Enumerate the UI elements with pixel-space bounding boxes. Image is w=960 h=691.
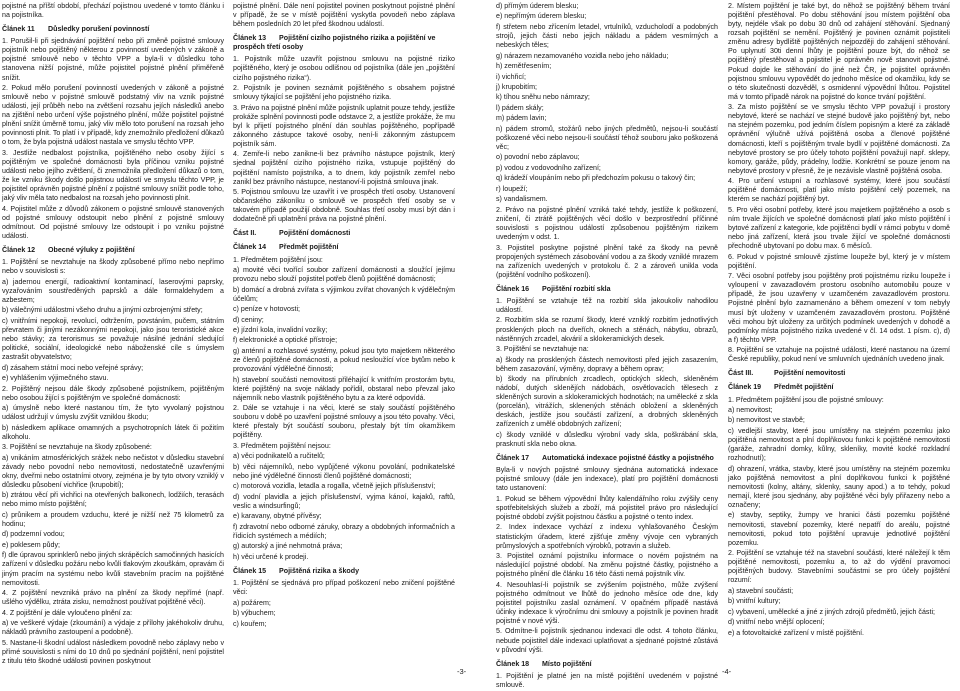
paragraph: a) movité věci tvořící soubor zařízení domácnosti a sloužící jejímu provozu nebo slouží pojistitel potřeb členů pojištěné domácnosti;	[233, 265, 455, 284]
paragraph: r) loupeží;	[496, 184, 528, 193]
paragraph: 4. Z pojištění je dále vyloučeno plnění za:	[2, 608, 133, 617]
paragraph: b) domácí a drobná zvířata s výjimkou zvířat chovaných k výdělečným účelům;	[233, 285, 455, 303]
paragraph: 3. Pojistitel poskytne pojistné plnění také za škody na pevně propojených systémech zásobování vodou a za škody vzniklé mrazem na zařízeních uvedených v protokolu č. 2 a zároveň unikla voda (pojištění vodního poškození).	[496, 243, 718, 279]
section-heading	[233, 34, 455, 52]
paragraph: 3. Za místo pojištění se ve smyslu těchto VPP považují i prostory nebytové, které se nachází ve stejné budově jako pojištěný byt, nebo na stejném pozemku, pod jedním číslem popisným a které za základě oprávnění výlučně užívá pojištěná osoba a členové pojištěné domácnosti, kteří s pojištěným trvale bydlí v pojištěné domácnosti. Za nebytové prostory se pro účely tohoto pojištění považují např. sklepy, komory, garáže, půdy, prádelny, lodžie. Konkrétní se pouze jenom na nebytové prostory v přesně, že je nezávisle vlastně pojištěná osoba.	[728, 103, 950, 175]
section-title: Předmět pojištění	[279, 243, 339, 252]
section-title: Automatická indexace pojistné částky a pojistného	[542, 454, 714, 463]
column-3	[496, 2, 718, 691]
paragraph: 4. Zemře-li nebo zanikne-li bez právního nástupce pojistník, který sjednal pojištění cizího pojistného rizika, vstupuje pojištěný do pojištění namísto pojistníka, a to dnem, kdy pojistník zemřel nebo zanikl bez právního nástupce, nestanoví-li pojistná smlouva jinak.	[233, 150, 455, 186]
paragraph: b) vnitřní kultury;	[728, 597, 781, 606]
paragraph: e) karavany, obytné přívěsy;	[233, 512, 322, 521]
paragraph: a) vnikáním atmosférických srážek nebo nečistot v důsledku stavební závady nebo povodní nebo nemovitosti, nedostatečně uzavřenými okny, dveřmi nebo ostatními otvory, zejména je by tyto otvory vzniklý v důsledku působení vichřice (krupobití);	[2, 453, 224, 489]
paragraph: e) a fotovoltaické zařízení v místě pojištění.	[728, 628, 865, 637]
section-title: Pojištění domácnosti	[279, 229, 351, 238]
paragraph: e) vyhlášením výjimečného stavu.	[2, 374, 109, 383]
section-number: Článek 16	[496, 284, 530, 293]
paragraph: g) autorský a jiné nehmotná práva;	[233, 542, 343, 551]
paragraph: c) vedlejší stavby, které jsou umístěny na stejném pozemku jako pojištěná nemovitost a plní doplňkovou funkci k pojištěné nemovitosti (garáže, zahradní domky, kůlny, skleníky, movité kocké rozkladní rozhodnutí);	[728, 426, 950, 463]
paragraph: 1. Pojištění je platné jen na místě pojištění uvedeném v pojistné smlouvě.	[496, 671, 718, 689]
section-number: Část III.	[728, 369, 754, 378]
paragraph: b) věci nájemníků, nebo vypůjčené výkonu povolání, podnikatelské nebo jiné výdělečné činnosti členů pojištěné domácnosti;	[233, 462, 455, 480]
paragraph: 1. Pojištění se nevztahuje na škody způsobené přímo nebo nepřímo nebo v souvislosti s:	[2, 258, 224, 276]
section-number: Článek 14	[233, 243, 267, 252]
paragraph: 2. Pokud mělo porušení povinností uvedených v zákoně a pojistné smlouvě nebo v pojistné smlouvě podstatný vliv na vznik pojistné události, její průběh nebo na zvětšení rozsahu jejích následků anebo na zjištění nebo určení výše pojistného plnění, může pojistitel pojistné plnění snížit úměrně tomu, jaký vliv mělo toto porušení na rozsah jeho povinnosti plnit. To platí i v případě, kdy znemožnilo předložení důkazů o tom, že byla pojistná událost nastala ve smyslu těchto VPP.	[2, 84, 224, 147]
paragraph: 7. Věci osobní potřeby jsou pojištěny proti pojistnému riziku loupeže i vyloupení v zavazadlovém prostoru osobního automobilu pouze v případě, že jsou uzavřeny v uzamčeném zavazadlovém prostoru. Pojistné plnění bylo zaznamenáno a během omezení v tom nebyly musí být uloženy v uzamčeném zavazadlovém prostoru. Pojištěné věci mohou být uloženy za určitých podmínek uvedených v dohodě a podmínky místa pojistného rizika uvedené v čl. 14 odst. 1 písm. c), d) a f) těchto VPP.	[728, 272, 950, 344]
section-heading	[233, 567, 455, 576]
paragraph: 2. Právo na pojistné plnění vzniká také tehdy, jestliže k poškození, zničení, či ztrátě pojištěných věcí došlo v bezprostřední příčinné souvislosti s pojistnou událostí způsobenou pojištěným rizikem uvedeným v odst. 1.	[496, 205, 718, 242]
paragraph: 5. Odmítne-li pojistník sjednanou indexaci dle odst. 4 tohoto článku, nebude pojistitel dále indexaci uplatňovat a sjednané pojistné zůstává v původní výši.	[496, 627, 718, 654]
paragraph: o) povodní nebo záplavou;	[496, 153, 580, 162]
paragraph: a) úmyslně nebo které nastanou tím, že tyto vyvolaný pojistnou událost udržují v úmyslu zvýšit vzniklou škodu;	[2, 404, 224, 422]
paragraph: 4. Pojistitel může z důvodů zákonem o pojistné smlouvě stanovených od pojistné smlouvy odstoupit nebo plnění z pojistné smlouvy odmítnout. Od pojistné smlouvy lze odstoupit i po vzniku pojistné události.	[2, 204, 224, 241]
paragraph: d) ceniny;	[233, 315, 264, 324]
paragraph: k) tíhou sněhu nebo námrazy;	[496, 93, 590, 102]
section-number: Článek 17	[496, 454, 530, 463]
paragraph: h) zemětřesením;	[496, 62, 552, 71]
section-number: Článek 12	[2, 246, 36, 255]
paragraph: 2. Pojištěný nejsou dále škody způsobené pojistníkem, pojištěným nebo osobou žijící s pojištěným ve společné domácnosti:	[2, 384, 224, 402]
paragraph: 3. Předmětem pojištění nejsou:	[233, 441, 331, 450]
section-number: Článek 13	[233, 34, 267, 43]
section-number: Článek 18	[496, 659, 530, 668]
paragraph: 8. Pojištění se vztahuje na pojistné události, které nastanou na území České republiky, pokud není ve smluvních ujednáních uvedeno jinak.	[728, 346, 950, 364]
paragraph: l) pádem skály;	[496, 103, 544, 112]
paragraph: 3. Jestliže nedbalost pojistníka, pojištěného nebo osoby žijící s pojištěným ve společné domácnosti byla příčinou vzniku pojistné události nebo jejího zvětšení, či znemožnila předložení důkazů o tom, že ke vzniku škody došlo pojistnou událostí ve smyslu těchto VPP, je pojistitel oprávněn pojistné plnění z pojistné smlouvy snížit podle toho, jaký vliv měla tato nedbalost na rozsah jeho povinnosti plnit.	[2, 148, 224, 203]
paragraph: a) požárem;	[233, 598, 271, 607]
paragraph: b) následkem aplikace omamných a psychotropních látek či požitím alkoholu.	[2, 423, 224, 441]
paragraph: i) vichřicí;	[496, 72, 526, 81]
paragraph: 2. Pojištění se vztahuje též na stavební součásti, které náležejí k těm pojištěné nemovitosti, pozemku a, to až do výdění pravomoci pojištěných budovy. Stavebními součástmi se pro účely pojištění rozumí:	[728, 549, 950, 585]
paragraph: f) střetem nebo zřícením letadel, vrtulníků, vzducholodí a podobných strojů, jejich části nebo jejich nákladu a pádem vesmírných a nebeských těles;	[496, 22, 718, 50]
section-heading	[496, 285, 718, 294]
paragraph: f) dle úpravou sprinklerů nebo jiných skrápěcích samočinných hasicích zařízení v důsledku požáru nebo kvůli tlakovým zkouškám, opravám či jiným pracím na systému nebo kvůli stavebním pracím na pojištěné nemovitosti.	[2, 551, 224, 587]
paragraph: 1. Pojistník může uzavřít pojistnou smlouvu na pojistné riziko pojištěného, který je osobou odlišnou od pojistníka (dále jen „pojištění cizího pojistného rizika“).	[233, 55, 455, 82]
paragraph: 1. Porušil-li při sjednávání pojištění nebo při změně pojistné smlouvy pojistník nebo pojištěný některou z povinností uvedených v zákoně a pojistné smlouvě nebo v těchto VPP a byla-li v důsledku toho stanovena nižší pojistné, může pojistitel pojistné plnění přiměřeně snížit.	[2, 37, 224, 82]
paragraph: e) stavby, septiky, žumpy ve hranici části pozemku pojištěné nemovitosti, stavební pozemky, které nepatří do areálu, pojistné nemovitosti, pokud toto pojištění upravuje jednotlivé pojištění pozemku.	[728, 511, 950, 547]
paragraph: 2. Rozbitím skla se rozumí škody, které vzniklý rozbitím jednotlivých prosklených ploch na dveřích, oknech a stěnách, nábytku, obrazů, nástěnných zrcadel, akvárií a sklokeramických desek.	[496, 316, 718, 343]
paragraph: c) škody vzniklé v důsledku výrobní vady skla, poškrábání skla, prasknutí skla nebo okna.	[496, 430, 718, 449]
paragraph: h) věci určené k prodeji.	[233, 552, 309, 561]
paragraph: f) elektronické a optické přístroje;	[233, 336, 338, 345]
section-heading	[2, 246, 224, 255]
section-heading	[728, 383, 950, 392]
paragraph: 4. Pro určení vstupní a rozhlasové systémy, které jsou součástí pojištěné domácnosti, platí jako místo pojištění celý pozemek, na kterém se nachází pojištěný byt.	[728, 177, 950, 204]
page-number-right: -4-	[722, 667, 732, 676]
paragraph: a) stavební součásti;	[728, 586, 794, 595]
paragraph: g) nárazem nezamovaného vozidla nebo jeho nákladu;	[496, 51, 669, 60]
paragraph: e) poklesem půdy;	[2, 540, 60, 549]
paragraph: 6. Pokud v pojistné smlouvě zjistíme loupeže byl, který je v místem pojištění.	[728, 252, 950, 270]
paragraph: g) anténní a rozhlasové systémy, pokud jsou tyto majetkem některého ze členů pojištěné domácnosti, a pokud nesloužící více bytům nebo k provozování výdělečné činnosti;	[233, 346, 455, 374]
paragraph: c) motorová vozidla, letadla a rogalla, včetně jejich příslušenství;	[233, 482, 436, 491]
paragraph: 3. Pojištění se nevztahuje na:	[496, 345, 589, 354]
paragraph: a) nemovitost;	[728, 406, 773, 415]
paragraph: b) výbuchem;	[233, 609, 276, 618]
paragraph: c) vybavení, umělecké a jiné z jiných zdrojů předmětů, jejich části;	[728, 607, 935, 616]
paragraph: 3. Pojištění se nevztahuje na škody způsobené:	[2, 443, 152, 452]
section-number: Článek 11	[2, 25, 35, 34]
paragraph: 1. Předmětem pojištění jsou:	[233, 255, 323, 264]
paragraph: 1. Pokud se během výpovědní lhůty kalendářního roku zvýšily ceny spotřebitelských služeb a zboží, má pojistitel právo pro následující pojistné období zvýšit pojistnou částku a pojistné o tento index.	[496, 494, 718, 521]
paragraph: pojistné plnění. Dále není pojistitel povinen poskytnout pojistné plnění v případě, že se v místě pojištění vyskytla povodeň nebo záplava během posledních 20 let před škodnou událostí.	[233, 2, 455, 29]
paragraph: b) ztrátou věcí při vichřici na otevřených balkonech, lodžiích, terasách nebo mimo místo pojištění;	[2, 491, 224, 509]
paragraph: 5. Pojistnou smlouvu lze uzavřít i ve prospěch třetí osoby. Ustanovení občanského zákoníku o smlouvě ve prospěch třetí osoby se v takovém případě použijí obdobně. Souhlas třetí osoby musí být dán i dodatečně při uplatnění práva na pojistné plnění.	[233, 188, 455, 224]
paragraph: h) stavební součásti nemovitosti přiléhající k vnitřním prostorám bytu, které pojištěný na svoje náklady pořídil, obstaral nebo převzal jako nájemník nebo vlastník pojištěného bytu a za které odpovídá.	[233, 375, 455, 402]
paragraph: d) vnitřní nebo vnější oplocení;	[728, 618, 825, 627]
section-title: Pojištěná rizika a škody	[279, 566, 360, 575]
paragraph: q) krádeží vloupáním nebo při předchozím pokusu o takový čin;	[496, 174, 696, 183]
section-title: Pojištění nemovitosti	[774, 369, 846, 378]
page-number-left: -3-	[457, 667, 467, 676]
paragraph: a) ve veškeré výdaje (zkoumání) a výdaje z přílohy jakéhokoliv druhu, nákladů právního zastoupení a podobně).	[2, 619, 224, 637]
paragraph: f) zdravotní nebo odborné záruky, obrazy a obdobných informačních a řídicích systémech a médiích;	[233, 522, 455, 540]
section-title: Předmět pojištění	[774, 383, 834, 392]
section-number: Část II.	[233, 229, 257, 238]
paragraph: c) vnitřními nepokoji, revolucí, odtržením, povstáním, pučem, státním převratem či jinými nezákonnými nepokoji, jako jsou teroristické akce nebo stávky; za terorismus se považuje násilné jednání sledující politické, sociální, ideologické nebo náboženské cíle s úmyslem zastrašit obyvatelstvo;	[2, 316, 224, 362]
paragraph: d) zásahem státní moci nebo veřejné správy;	[2, 363, 144, 372]
section-title: Obecné výluky z pojištění	[48, 246, 135, 255]
section-title: Důsledky porušení povinností	[48, 25, 150, 34]
paragraph: 5. Nastane-li škodní událost následkem povodně nebo záplavy nebo v přímé souvislosti s ními do 10 dnů po sjednání pojištění, není pojistitel z titulu této škodné události povinen poskytnout	[2, 638, 224, 665]
paragraph: e) nepřímým úderem blesku;	[496, 12, 587, 21]
section-number: Článek 19	[728, 383, 762, 392]
paragraph: b) válečnými událostmi všeho druhu a jinými ozbrojenými střety;	[2, 306, 203, 315]
paragraph: e) jízdní kola, invalidní vozíky;	[233, 326, 328, 335]
paragraph: c) průnikem a proudem vzduchu, které je nižší než 75 kilometrů za hodinu;	[2, 510, 224, 528]
section-heading	[496, 454, 718, 463]
paragraph: 2. Místem pojištění je také byt, do něhož se pojištěný během trvání pojištění přestěhoval. Po dobu stěhování jsou místem pojištění oba byty, nejdéle však po dobu 30 dnů od zahájení stěhování. Sjednaný rozsah pojištění se nemění. Pojištěný je povinen oznámit pojistiteli změnu adresy bydliště pojištěných nejpozději do zahájení stěhování. Po uplynutí 30ti denní lhůty je pojištění pouze být, do něhož se pojištěný přestěhoval a pojistitel je oprávněn nově stanovit pojistné. Pokud dojde ke stěhování do jiné než ČR, je pojistitel oprávněn pojistnou smlouvu vypovědět do jednoho měsíce od okamžiku, kdy se o této skutečnosti dozvěděl, s osmidenní výpovědní lhůtou. Pojistitel má v tomto případě nárok na pojistné do konce trvání pojištění.	[728, 2, 950, 101]
paragraph: 3. Právo na pojistné plnění může pojistník uplatnit pouze tehdy, jestliže prokáže splnění povinnosti podle odstavce 2, a jestliže prokáže, že mu byl k přijetí pojistného plnění dán souhlas pojištěného, popřípadě zákonného zástupce takové osoby, není-li zákonným zástupcem pojistník sám.	[233, 103, 455, 148]
paragraph: 2. Index indexace vychází z indexu vyhlašovaného Českým statistickým úřadem, které zjišťuje změny vývoje cen vybraných průmyslových a spotřebních výrobků, potravin a služeb.	[496, 523, 718, 550]
paragraph: 4. Nesouhlasí-li pojistník se zvýšením pojistného, může zvýšení pojistného odmítnout ve lhůtě do jednoho měsíce ode dne, kdy pojistitel pojistníku zaslal oznámení. V opačném případě nastává účinky indexace k výročnímu dni smlouvy a pojistník je povinen hradit pojistné v nové výši.	[496, 580, 718, 625]
section-heading	[233, 229, 455, 238]
paragraph: s) vandalismem.	[496, 195, 548, 204]
column-2	[233, 2, 455, 630]
paragraph: c) peníze v hotovosti;	[233, 305, 301, 314]
section-title: Pojištění cizího pojistného rizika a pojištění ve prospěch třetí osoby	[233, 34, 436, 52]
paragraph: 4. Z pojištění nevzniká právo na plnění za škody nepřímé (např. ušlého výdělku, ztráta zisku, nemožnost používat pojištěné věci).	[2, 589, 224, 607]
paragraph: pojistné na příští období, přechází pojistnou uvedené v tomto článku i na pojistníka.	[2, 2, 224, 20]
paragraph: m) pádem lavin;	[496, 114, 547, 123]
section-title: Pojištění rozbití skla	[542, 284, 611, 293]
section-number: Článek 15	[233, 566, 267, 575]
paragraph: 3. Pojistitel oznámí pojistníku informace o novém pojistném na následující pojistné období. Na změnu pojistné částky, pojistného a pojistného plnění dle článku 16 této části nemá pojistník vliv.	[496, 552, 718, 579]
paragraph: 5. Pro věci osobní potřeby, které jsou majetkem pojištěného a osob s ním trvale žijících ve společné domácnosti platí jako místo pojištění i bytové zařízení z kategorie, kde pojištěnci bydlí v rámci pobytu v domě nebo jiná zařízení, která jsou trvale žijící ve společné domácnosti přechodně ubytovaní po dobu max. 6 měsíců.	[728, 205, 950, 251]
paragraph: j) krupobitím;	[496, 82, 537, 91]
column-1	[2, 2, 224, 667]
paragraph: c) kouřem;	[233, 619, 267, 628]
paragraph: 1. Pojištění se sjednává pro případ poškození nebo zničení pojištěné věci:	[233, 579, 455, 597]
paragraph: d) vodní plavidla a jejich příslušenství, vyjma kánoí, kajaků, raftů, veslic a windsurfingů;	[233, 492, 455, 510]
paragraph: 1. Pojištění se vztahuje též na rozbití skla jakoukoliv nahodilou událostí.	[496, 296, 718, 314]
paragraph: d) podzemní vodou;	[2, 530, 65, 539]
section-heading	[728, 369, 950, 378]
paragraph: d) přímým úderem blesku;	[496, 2, 579, 10]
paragraph: a) věci podnikatelů a ručitelů;	[233, 452, 325, 461]
section-heading	[2, 25, 224, 34]
paragraph: 1. Předmětem pojištění jsou dle pojistné smlouvy:	[728, 395, 884, 404]
section-heading	[233, 243, 455, 252]
paragraph: b) nemovitost ve stavbě;	[728, 416, 805, 425]
paragraph: p) vodou z vodovodního zařízení;	[496, 163, 601, 172]
paragraph: 2. Pojistník je povinen seznámit pojištěného s obsahem pojistné smlouvy týkající se pojištění jeho pojistného rizika.	[233, 84, 455, 102]
paragraph: 2. Dále se vztahuje i na věci, které se staly součástí pojištěného souboru v době po uzavření pojistné smlouvy a jsou této povahy. Věci, které přestaly být součástí souboru, přestaly být tím okamžikem pojištěny.	[233, 404, 455, 440]
paragraph: a) škody na prosklených částech nemovitosti před jejich zasazením, během zasazování, výměny, dopravy a během oprav;	[496, 355, 718, 373]
paragraph: a) jadernou energií, radioaktivní kontaminací, laserovými paprsky, vyzařováním soustředěných paprsků a dále formaldehydem a azbestem;	[2, 277, 224, 304]
paragraph: Byla-li v nových pojistné smlouvy sjednána automatická indexace pojistné smlouvy (dále jen indexace), platí pro pojištění domácnosti tato ustanovení:	[496, 466, 718, 493]
paragraph: b) škody na přírubních zrcadlech, optických sklech, skleněném nádobí, dutých sklenějích nádobách, osvětlovacích tělesech z skleněných surovin a sklokeramických hodnotách; na umělecké z skla (porcelán), vitrážích, sklenených stěnách obložení a skleněných deskách, jestliže jsou součástí zařízení, a drobných skleněných zařízeních z umělé obdobných zařízení;	[496, 375, 718, 429]
paragraph: d) ohrazení, vrátka, stavby, které jsou umístěny na stejném pozemku jako pojištěná nemovitost a plní doplňkovou funkci k pojištěné nemovitosti (kolny, altány, sklenky, sauny apod.) a to tehdy, pokud nemají, které jsou sjednány, aby pojištěné věci byly přiřazeny nebo a označeny;	[728, 464, 950, 509]
section-heading	[496, 660, 718, 669]
paragraph: n) pádem stromů, stožárů nebo jiných předmětů, nejsou-li součástí poškozené věci nebo nejsou-li součástí téhož souboru jako poškozená věc;	[496, 124, 718, 151]
section-title: Místo pojištění	[542, 659, 592, 668]
column-4	[728, 2, 950, 639]
